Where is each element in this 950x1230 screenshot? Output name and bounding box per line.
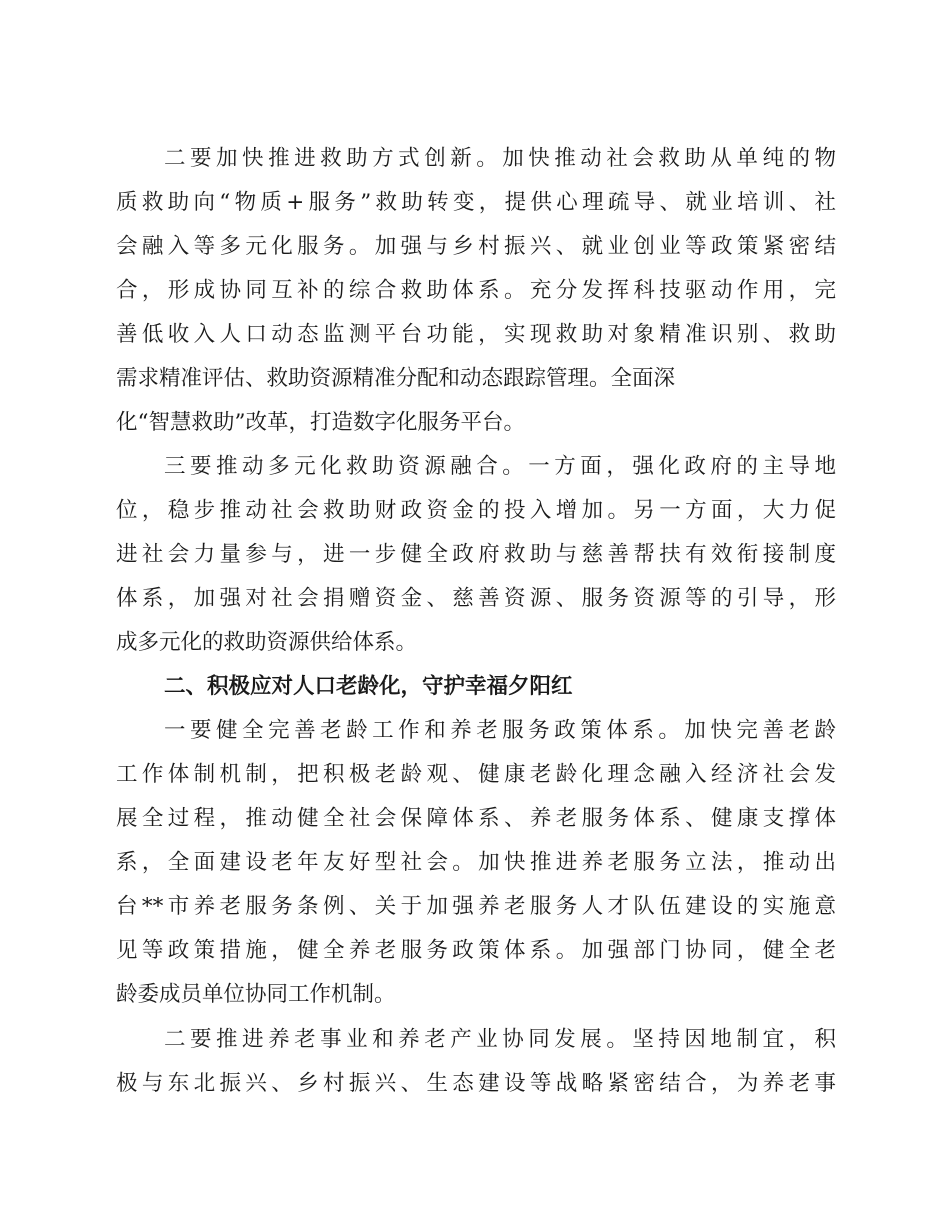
paragraph-line: 二要推进养老事业和养老产业协同发展。坚持因地制宜，积 <box>164 1027 836 1052</box>
paragraph-line: 龄委成员单位协同工作机制。 <box>116 982 396 1007</box>
paragraph-line: 展全过程，推动健全社会保障体系、养老服务体系、健康支撑体 <box>116 806 836 831</box>
section-heading: 二、积极应对人口老龄化，守护幸福夕阳红 <box>164 674 573 699</box>
paragraph-line: 合，形成协同互补的综合救助体系。充分发挥科技驱动作用，完 <box>116 278 836 303</box>
paragraph-line: 见等政策措施，健全养老服务政策体系。加强部门协同，健全老 <box>116 938 836 963</box>
paragraph-line: 极与东北振兴、乡村振兴、生态建设等战略紧密结合，为养老事 <box>116 1071 836 1096</box>
paragraph-line: 体系，加强对社会捐赠资金、慈善资源、服务资源等的引导，形 <box>116 586 836 611</box>
paragraph-line: 系，全面建设老年友好型社会。加快推进养老服务立法，推动出 <box>116 850 836 875</box>
paragraph-line: 成多元化的救助资源供给体系。 <box>116 630 418 655</box>
paragraph-line: 善低收入人口动态监测平台功能，实现救助对象精准识别、救助 <box>116 322 836 347</box>
paragraph-line: 进社会力量参与，进一步健全政府救助与慈善帮扶有效衔接制度 <box>116 542 836 567</box>
paragraph-line: 质救助向“物质+服务”救助转变，提供心理疏导、就业培训、社 <box>116 190 836 215</box>
paragraph-line: 位，稳步推动社会救助财政资金的投入增加。另一方面，大力促 <box>116 498 836 523</box>
paragraph-line: 需求精准评估、救助资源精准分配和动态跟踪管理。全面深 <box>116 366 676 391</box>
paragraph-line: 二要加快推进救助方式创新。加快推动社会救助从单纯的物 <box>164 146 836 171</box>
paragraph-line: 三要推动多元化救助资源融合。一方面，强化政府的主导地 <box>164 454 836 479</box>
paragraph-line: 化“智慧救助”改革，打造数字化服务平台。 <box>116 410 525 435</box>
paragraph-line: 台**市养老服务条例、关于加强养老服务人才队伍建设的实施意 <box>116 894 836 919</box>
paragraph-line: 会融入等多元化服务。加强与乡村振兴、就业创业等政策紧密结 <box>116 234 836 259</box>
paragraph-line: 工作体制机制，把积极老龄观、健康老龄化理念融入经济社会发 <box>116 762 836 787</box>
paragraph-line: 一要健全完善老龄工作和养老服务政策体系。加快完善老龄 <box>164 718 836 743</box>
